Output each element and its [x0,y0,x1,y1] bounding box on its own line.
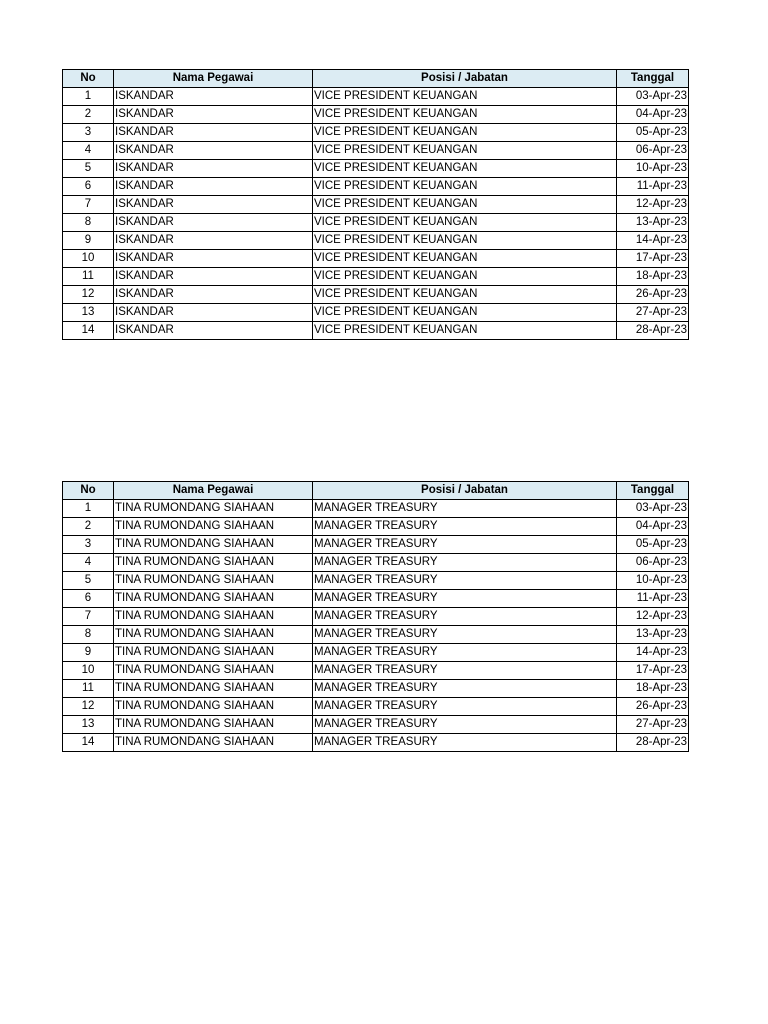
cell-no: 13 [63,716,114,734]
cell-position: MANAGER TREASURY [313,572,617,590]
cell-position: MANAGER TREASURY [313,608,617,626]
table-row [63,644,689,662]
table-row [63,662,689,680]
cell-date: 03-Apr-23 [617,500,689,518]
table-row [63,554,689,572]
cell-no: 1 [63,88,114,106]
table-row [63,608,689,626]
table-row [63,716,689,734]
cell-position: MANAGER TREASURY [313,590,617,608]
table-row [63,250,689,268]
cell-date: 05-Apr-23 [617,124,689,142]
cell-name: ISKANDAR [114,106,313,124]
cell-date: 13-Apr-23 [617,214,689,232]
table-row [63,196,689,214]
cell-no: 6 [63,178,114,196]
cell-no: 2 [63,518,114,536]
cell-no: 12 [63,698,114,716]
cell-no: 4 [63,554,114,572]
cell-name: ISKANDAR [114,196,313,214]
cell-date: 26-Apr-23 [617,286,689,304]
table-row [63,106,689,124]
header-date: Tanggal [617,482,689,500]
cell-date: 05-Apr-23 [617,536,689,554]
cell-no: 5 [63,160,114,178]
table-row [63,698,689,716]
cell-no: 10 [63,250,114,268]
cell-position: VICE PRESIDENT KEUANGAN [313,178,617,196]
cell-date: 26-Apr-23 [617,698,689,716]
header-date: Tanggal [617,70,689,88]
table-row [63,304,689,322]
cell-name: TINA RUMONDANG SIAHAAN [114,626,313,644]
cell-no: 14 [63,322,114,340]
cell-date: 27-Apr-23 [617,716,689,734]
cell-position: MANAGER TREASURY [313,698,617,716]
cell-no: 1 [63,500,114,518]
cell-name: TINA RUMONDANG SIAHAAN [114,518,313,536]
cell-name: TINA RUMONDANG SIAHAAN [114,500,313,518]
cell-position: VICE PRESIDENT KEUANGAN [313,196,617,214]
cell-name: TINA RUMONDANG SIAHAAN [114,554,313,572]
cell-date: 28-Apr-23 [617,322,689,340]
cell-date: 04-Apr-23 [617,518,689,536]
table-row [63,142,689,160]
cell-name: ISKANDAR [114,142,313,160]
cell-name: TINA RUMONDANG SIAHAAN [114,662,313,680]
table-row [63,214,689,232]
cell-no: 12 [63,286,114,304]
cell-name: TINA RUMONDANG SIAHAAN [114,590,313,608]
cell-date: 06-Apr-23 [617,554,689,572]
cell-name: ISKANDAR [114,268,313,286]
schedule-table-2 [62,481,689,752]
cell-date: 10-Apr-23 [617,160,689,178]
cell-position: MANAGER TREASURY [313,680,617,698]
cell-no: 9 [63,644,114,662]
table-row [63,680,689,698]
table-header-row [63,70,689,88]
header-position: Posisi / Jabatan [313,482,617,500]
cell-name: TINA RUMONDANG SIAHAAN [114,734,313,752]
table-row [63,232,689,250]
cell-position: MANAGER TREASURY [313,644,617,662]
cell-date: 14-Apr-23 [617,644,689,662]
cell-name: ISKANDAR [114,232,313,250]
cell-no: 7 [63,608,114,626]
cell-date: 06-Apr-23 [617,142,689,160]
cell-position: VICE PRESIDENT KEUANGAN [313,106,617,124]
cell-position: VICE PRESIDENT KEUANGAN [313,142,617,160]
cell-position: VICE PRESIDENT KEUANGAN [313,322,617,340]
cell-name: ISKANDAR [114,214,313,232]
cell-no: 2 [63,106,114,124]
table-row [63,160,689,178]
cell-position: VICE PRESIDENT KEUANGAN [313,88,617,106]
cell-date: 17-Apr-23 [617,662,689,680]
cell-no: 13 [63,304,114,322]
cell-position: MANAGER TREASURY [313,500,617,518]
cell-date: 18-Apr-23 [617,680,689,698]
cell-no: 11 [63,268,114,286]
cell-name: ISKANDAR [114,250,313,268]
cell-position: VICE PRESIDENT KEUANGAN [313,214,617,232]
cell-date: 27-Apr-23 [617,304,689,322]
header-name: Nama Pegawai [114,70,313,88]
cell-date: 14-Apr-23 [617,232,689,250]
cell-name: ISKANDAR [114,124,313,142]
cell-no: 14 [63,734,114,752]
cell-position: VICE PRESIDENT KEUANGAN [313,286,617,304]
table-row [63,124,689,142]
cell-date: 18-Apr-23 [617,268,689,286]
cell-position: VICE PRESIDENT KEUANGAN [313,232,617,250]
cell-position: MANAGER TREASURY [313,554,617,572]
cell-name: TINA RUMONDANG SIAHAAN [114,716,313,734]
cell-date: 10-Apr-23 [617,572,689,590]
cell-no: 4 [63,142,114,160]
cell-no: 11 [63,680,114,698]
table-row [63,626,689,644]
cell-date: 04-Apr-23 [617,106,689,124]
cell-date: 17-Apr-23 [617,250,689,268]
cell-name: ISKANDAR [114,304,313,322]
cell-position: VICE PRESIDENT KEUANGAN [313,268,617,286]
cell-date: 11-Apr-23 [617,590,689,608]
table-header-row [63,482,689,500]
cell-name: TINA RUMONDANG SIAHAAN [114,680,313,698]
cell-position: VICE PRESIDENT KEUANGAN [313,304,617,322]
cell-name: TINA RUMONDANG SIAHAAN [114,608,313,626]
cell-no: 3 [63,124,114,142]
cell-position: MANAGER TREASURY [313,716,617,734]
cell-position: MANAGER TREASURY [313,662,617,680]
cell-name: ISKANDAR [114,160,313,178]
cell-name: TINA RUMONDANG SIAHAAN [114,536,313,554]
cell-position: MANAGER TREASURY [313,536,617,554]
cell-no: 9 [63,232,114,250]
header-no: No [63,482,114,500]
cell-no: 7 [63,196,114,214]
table-row [63,178,689,196]
cell-position: MANAGER TREASURY [313,518,617,536]
table-row [63,518,689,536]
cell-name: TINA RUMONDANG SIAHAAN [114,572,313,590]
header-name: Nama Pegawai [114,482,313,500]
cell-date: 03-Apr-23 [617,88,689,106]
header-no: No [63,70,114,88]
cell-date: 12-Apr-23 [617,608,689,626]
cell-no: 3 [63,536,114,554]
cell-position: MANAGER TREASURY [313,734,617,752]
table-row [63,268,689,286]
schedule-table-1 [62,69,689,340]
cell-position: MANAGER TREASURY [313,626,617,644]
table-row [63,572,689,590]
cell-name: TINA RUMONDANG SIAHAAN [114,698,313,716]
cell-date: 13-Apr-23 [617,626,689,644]
table-row [63,590,689,608]
cell-name: ISKANDAR [114,178,313,196]
table-row [63,322,689,340]
table-row [63,734,689,752]
cell-name: ISKANDAR [114,286,313,304]
cell-date: 12-Apr-23 [617,196,689,214]
cell-no: 8 [63,626,114,644]
cell-name: TINA RUMONDANG SIAHAAN [114,644,313,662]
table-row [63,500,689,518]
table-row [63,536,689,554]
cell-position: VICE PRESIDENT KEUANGAN [313,160,617,178]
cell-position: VICE PRESIDENT KEUANGAN [313,250,617,268]
cell-name: ISKANDAR [114,88,313,106]
cell-date: 11-Apr-23 [617,178,689,196]
header-position: Posisi / Jabatan [313,70,617,88]
cell-no: 10 [63,662,114,680]
cell-no: 6 [63,590,114,608]
cell-no: 5 [63,572,114,590]
table-row [63,286,689,304]
cell-date: 28-Apr-23 [617,734,689,752]
cell-name: ISKANDAR [114,322,313,340]
cell-no: 8 [63,214,114,232]
cell-position: VICE PRESIDENT KEUANGAN [313,124,617,142]
table-row [63,88,689,106]
